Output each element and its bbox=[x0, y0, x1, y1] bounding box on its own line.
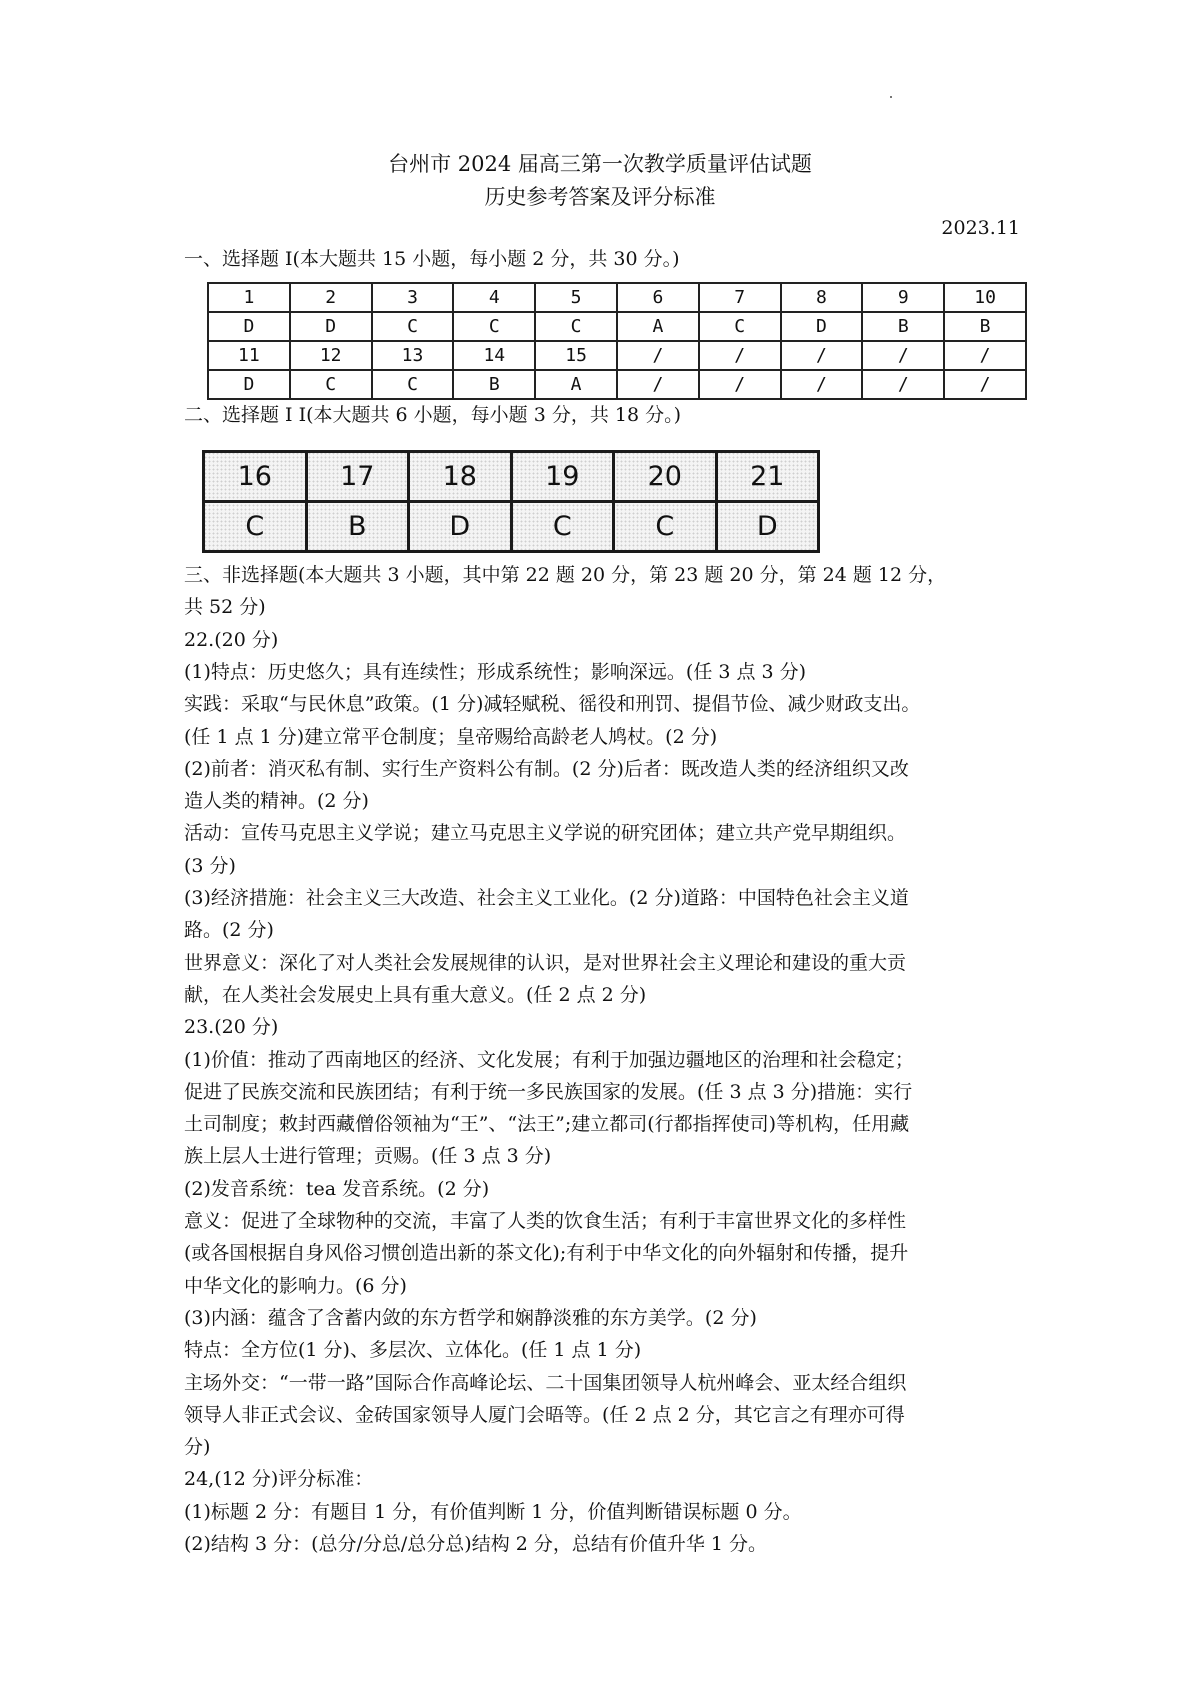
answer-cell: A bbox=[535, 370, 617, 399]
answer-cell: / bbox=[781, 370, 863, 399]
answer-line: 24,(12 分)评分标准： bbox=[184, 1468, 374, 1491]
section1-heading: 一、选择题 I(本大题共 15 小题，每小题 2 分，共 30 分。) bbox=[184, 248, 680, 270]
answer-table-1-row bbox=[208, 341, 1026, 370]
answer-line: (1)价值：推动了西南地区的经济、文化发展；有利于加强边疆地区的治理和社会稳定； bbox=[184, 1048, 914, 1071]
answer-line: 实践：采取“与民休息”政策。(1 分)减轻赋税、徭役和刑罚、提倡节俭、减少财政支出。 bbox=[184, 693, 921, 716]
answer-table-1 bbox=[207, 282, 1027, 400]
answer-line: (2)前者：消灭私有制、实行生产资料公有制。(2 分)后者：既改造人类的经济组织又改 bbox=[184, 757, 909, 780]
answer-cell: / bbox=[944, 341, 1026, 370]
answer-cell: / bbox=[862, 370, 944, 399]
answer-cell: 17 bbox=[306, 452, 409, 502]
answer-cell: 6 bbox=[617, 283, 699, 312]
answer-line: 献，在人类社会发展史上具有重大意义。(任 2 点 2 分) bbox=[184, 983, 647, 1006]
answer-cell: 21 bbox=[716, 452, 819, 502]
answer-line: 促进了民族交流和民族团结；有利于统一多民族国家的发展。(任 3 点 3 分)措施：实行 bbox=[184, 1080, 913, 1103]
answer-table-1-row bbox=[208, 370, 1026, 399]
answer-cell: C bbox=[290, 370, 372, 399]
answer-cell: 3 bbox=[372, 283, 454, 312]
answer-cell: D bbox=[409, 502, 512, 552]
answer-cell: C bbox=[511, 502, 614, 552]
answer-line: (任 1 点 1 分)建立常平仓制度；皇帝赐给高龄老人鸠杖。(2 分) bbox=[184, 725, 718, 748]
answer-cell: 18 bbox=[409, 452, 512, 502]
answer-cell: 14 bbox=[453, 341, 535, 370]
answer-line: (1)特点：历史悠久；具有连续性；形成系统性；影响深远。(任 3 点 3 分) bbox=[184, 660, 807, 683]
answer-cell: C bbox=[535, 312, 617, 341]
answer-line: (3)经济措施：社会主义三大改造、社会主义工业化。(2 分)道路：中国特色社会主义道 bbox=[184, 887, 909, 909]
answer-cell: D bbox=[290, 312, 372, 341]
answer-cell: / bbox=[781, 341, 863, 370]
document-subtitle: 历史参考答案及评分标准 bbox=[484, 185, 716, 209]
answer-cell: 2 bbox=[290, 283, 372, 312]
answer-line: 共 52 分) bbox=[184, 596, 266, 619]
answer-cell: / bbox=[944, 370, 1026, 399]
answer-cell: 7 bbox=[699, 283, 781, 312]
answer-cell: / bbox=[617, 341, 699, 370]
answer-line: 意义：促进了全球物种的交流，丰富了人类的饮食生活；有利于丰富世界文化的多样性 bbox=[184, 1210, 907, 1232]
answer-line: (或各国根据自身风俗习惯创造出新的茶文化);有利于中华文化的向外辐射和传播，提升 bbox=[184, 1242, 909, 1265]
answer-cell: 11 bbox=[208, 341, 290, 370]
answer-line: (3 分) bbox=[184, 854, 236, 877]
answer-line: (2)结构 3 分：(总分/分总/总分总)结构 2 分，总结有价值升华 1 分。 bbox=[184, 1533, 768, 1555]
answer-cell: 15 bbox=[535, 341, 617, 370]
answer-cell: 8 bbox=[781, 283, 863, 312]
answer-cell: 13 bbox=[372, 341, 454, 370]
answer-line: 特点：全方位(1 分)、多层次、立体化。(任 1 点 1 分) bbox=[184, 1339, 642, 1362]
answer-cell: 4 bbox=[453, 283, 535, 312]
answer-line: 族上层人士进行管理；贡赐。(任 3 点 3 分) bbox=[184, 1145, 552, 1168]
answer-cell: B bbox=[453, 370, 535, 399]
answer-cell: 12 bbox=[290, 341, 372, 370]
answer-line: 23.(20 分) bbox=[184, 1016, 279, 1039]
answer-cell: C bbox=[204, 502, 307, 552]
answer-line: 造人类的精神。(2 分) bbox=[184, 790, 369, 813]
answer-line: 三、非选择题(本大题共 3 小题，其中第 22 题 20 分，第 23 题 20 分，第 24 题 12 分， bbox=[184, 564, 947, 586]
answer-cell: / bbox=[699, 341, 781, 370]
answer-line: 路。(2 分) bbox=[184, 919, 274, 942]
answer-table-2-row bbox=[204, 502, 819, 552]
answer-cell: C bbox=[699, 312, 781, 341]
answer-line: 中华文化的影响力。(6 分) bbox=[184, 1274, 407, 1297]
answer-cell: 19 bbox=[511, 452, 614, 502]
answer-cell: C bbox=[614, 502, 717, 552]
answer-cell: 20 bbox=[614, 452, 717, 502]
answer-cell: 9 bbox=[862, 283, 944, 312]
answer-line: 分) bbox=[184, 1436, 211, 1459]
answer-cell: D bbox=[208, 312, 290, 341]
answer-line: (2)发音系统：tea 发音系统。(2 分) bbox=[184, 1177, 490, 1200]
answer-line: 世界意义：深化了对人类社会发展规律的认识，是对世界社会主义理论和建设的重大贡 bbox=[184, 951, 907, 974]
answer-cell: 5 bbox=[535, 283, 617, 312]
answer-cell: 10 bbox=[944, 283, 1026, 312]
answer-cell: D bbox=[781, 312, 863, 341]
answer-cell: A bbox=[617, 312, 699, 341]
answer-cell: 16 bbox=[204, 452, 307, 502]
answer-cell: B bbox=[862, 312, 944, 341]
answer-cell: C bbox=[453, 312, 535, 341]
document-title: 台州市 2024 届高三第一次教学质量评估试题 bbox=[388, 152, 812, 176]
answer-table-1-row bbox=[208, 283, 1026, 312]
answer-cell: B bbox=[944, 312, 1026, 341]
answer-line: 土司制度；敕封西藏僧俗领袖为“王”、“法王”;建立都司(行都指挥使司)等机构，任用藏 bbox=[184, 1113, 910, 1136]
scan-speck bbox=[890, 96, 892, 98]
answer-line: 主场外交：“一带一路”国际合作高峰论坛、二十国集团领导人杭州峰会、亚太经合组织 bbox=[184, 1371, 907, 1394]
answer-table-1-row bbox=[208, 312, 1026, 341]
answer-cell: / bbox=[862, 341, 944, 370]
section2-heading: 二、选择题 I I(本大题共 6 小题，每小题 3 分，共 18 分。) bbox=[184, 404, 682, 426]
answer-cell: C bbox=[372, 370, 454, 399]
answer-line: (3)内涵：蕴含了含蓄内敛的东方哲学和娴静淡雅的东方美学。(2 分) bbox=[184, 1306, 757, 1329]
answer-cell: / bbox=[617, 370, 699, 399]
answer-line: 活动：宣传马克思主义学说；建立马克思主义学说的研究团体；建立共产党早期组织。 bbox=[184, 822, 907, 845]
answer-table-2 bbox=[202, 450, 820, 553]
answer-table-2-row bbox=[204, 452, 819, 502]
answer-line: 领导人非正式会议、金砖国家领导人厦门会晤等。(任 2 点 2 分，其它言之有理亦可得 bbox=[184, 1403, 905, 1426]
answer-cell: 1 bbox=[208, 283, 290, 312]
answer-cell: C bbox=[372, 312, 454, 341]
answer-line: (1)标题 2 分：有题目 1 分，有价值判断 1 分，价值判断错误标题 0 分。 bbox=[184, 1500, 802, 1523]
answer-line: 22.(20 分) bbox=[184, 628, 279, 651]
answer-cell: D bbox=[716, 502, 819, 552]
answer-cell: D bbox=[208, 370, 290, 399]
answer-cell: / bbox=[699, 370, 781, 399]
document-date: 2023.11 bbox=[941, 217, 1020, 239]
answer-cell: B bbox=[306, 502, 409, 552]
